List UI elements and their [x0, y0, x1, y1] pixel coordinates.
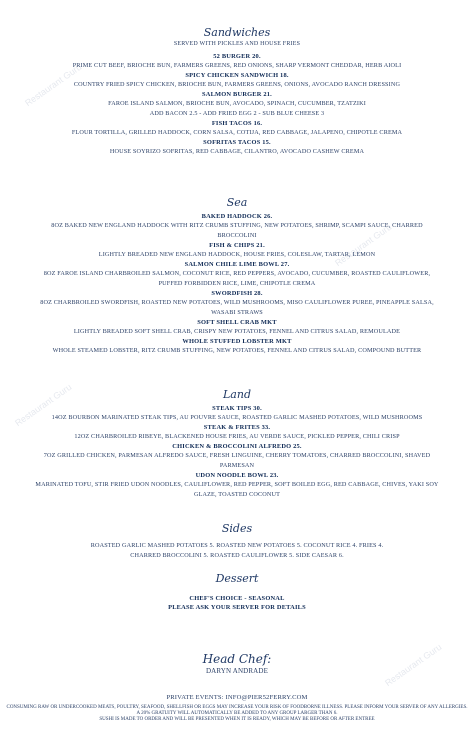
land-section: [0, 388, 474, 499]
menu-item-desc: 7OZ GRILLED CHICKEN, PARMESAN ALFREDO SAUCE, FRESH LINGUINE, CHERRY TOMATOES, CHARRED BROCCOLINI, SHAVED: [43, 452, 431, 459]
menu-item-desc: LIGHTLY BREADED SOFT SHELL CRAB, CRISPY NEW POTATOES, FENNEL AND CITRUS SALAD, REMOULADE: [73, 328, 401, 335]
menu-item-desc: GLAZE, TOASTED COCONUT: [193, 491, 281, 498]
section-title-land: Land: [223, 388, 251, 401]
section-title-sea: Sea: [226, 196, 248, 209]
menu-item-name: STEAK & FRITES 33.: [203, 424, 271, 431]
menu-item-desc: HOUSE SOYRIZO SOFRITAS, RED CABBAGE, CILANTRO, AVOCADO CASHEW CREMA: [109, 148, 365, 155]
section-title-sides: Sides: [221, 522, 253, 535]
menu-item-name: SALMON CHILE LIME BOWL 27.: [184, 261, 290, 268]
menu-item-name: FISH TACOS 16.: [211, 120, 263, 127]
sides-section: [0, 522, 474, 560]
head-chef-section: [0, 652, 474, 676]
menu-item-name: 52 BURGER 20.: [213, 53, 261, 60]
sea-section: [0, 196, 474, 355]
sandwiches-subtitle: SERVED WITH PICKLES AND HOUSE FRIES: [173, 41, 301, 47]
menu-item-desc: PARMESAN: [219, 462, 255, 469]
menu-item-desc: FLOUR TORTILLA, GRILLED HADDOCK, CORN SALSA, COTIJA, RED CABBAGE, JALAPENO, CHIPOTLE CREMA: [71, 129, 403, 136]
menu-item-desc: WHOLE STEAMED LOBSTER, RITZ CRUMB STUFFING, NEW POTATOES, FENNEL AND CITRUS SALAD, COMPOUND BUTTER: [52, 347, 422, 354]
sides-line: CHARRED BROCCOLINI 5. ROASTED CAULIFLOWER 5. SIDE CAESAR 6.: [130, 552, 344, 559]
menu-item-desc: BROCCOLINI: [217, 232, 257, 239]
section-title-dessert: Dessert: [215, 572, 259, 585]
dessert-line: PLEASE ASK YOUR SERVER FOR DETAILS: [168, 604, 306, 611]
footer: [0, 692, 474, 723]
dessert-line: CHEF'S CHOICE - SEASONAL: [189, 595, 285, 602]
menu-item-desc: COUNTRY FRIED SPICY CHICKEN, BRIOCHE BUN, FARMERS GREENS, ONIONS, AVOCADO RANCH DRESSING: [73, 81, 401, 88]
menu-item-desc: 8OZ BAKED NEW ENGLAND HADDOCK WITH RITZ CRUMB STUFFING, NEW POTATOES, SHRIMP, SCAMPI SAUCE, CHARRED: [51, 222, 423, 229]
menu-item-name: SPICY CHICKEN SANDWICH 18.: [185, 72, 289, 79]
menu-item-name: STEAK TIPS 30.: [212, 405, 262, 412]
menu-item-name: WHOLE STUFFED LOBSTER MKT: [182, 338, 292, 345]
menu-item-desc: MARINATED TOFU, STIR FRIED UDON NOODLES, CAULIFLOWER, RED PEPPER, SOFT BOILED EGG, RED CABBAGE, CHIVES, YAKI SOY: [35, 481, 439, 488]
menu-item-name: SWORDFISH 28.: [211, 290, 263, 297]
menu-item-name: BAKED HADDOCK 26.: [201, 213, 273, 220]
menu-item-addons: ADD BACON 2.5 - ADD FRIED EGG 2 - SUB BLUE CHEESE 3: [149, 110, 325, 117]
menu-item-desc: FAROE ISLAND SALMON, BRIOCHE BUN, AVOCADO, SPINACH, CUCUMBER, TZATZIKI: [108, 100, 366, 107]
menu-item-desc: 8OZ CHARBROILED SWORDFISH, ROASTED NEW POTATOES, WILD MUSHROOMS, MISO CAULIFLOWER PUREE, PINEAPPLE SALSA,: [40, 299, 434, 306]
menu-item-name: CHICKEN & BROCCOLINI ALFREDO 25.: [172, 443, 302, 450]
section-title-sandwiches: Sandwiches: [203, 26, 271, 39]
head-chef-name: DARYN ANDRADE: [205, 667, 269, 675]
watermark: Restaurant Guru: [383, 641, 444, 689]
menu-item-desc: 8OZ FAROE ISLAND CHARBROILED SALMON, COCONUT RICE, RED PEPPERS, AVOCADO, CUCUMBER, ROASTED CAULIFLOWER,: [43, 270, 431, 277]
menu-item-desc: LIGHTLY BREADED NEW ENGLAND HADDOCK, HOUSE FRIES, COLESLAW, TARTAR, LEMON: [98, 251, 376, 258]
watermark: Restaurant Guru: [333, 221, 394, 269]
head-chef-title: Head Chef:: [202, 652, 272, 666]
menu-item-desc: 12OZ CHARBROILED RIBEYE, BLACKENED HOUSE FRIES, AU VERDE SAUCE, PICKLED PEPPER, CHILI CRISP: [74, 433, 400, 440]
menu-item-name: SOFT SHELL CRAB MKT: [197, 319, 277, 326]
watermark: Restaurant Guru: [23, 61, 84, 109]
sides-line: ROASTED GARLIC MASHED POTATOES 5. ROASTED NEW POTATOES 5. COCONUT RICE 4. FRIES 4.: [90, 542, 384, 549]
disclaimer-text: CONSUMING RAW OR UNDERCOOKED MEATS, POULTRY, SEAFOOD, SHELLFISH OR EGGS MAY INCREASE YOUR RISK OF FOODBORNE ILLNESS. PLEASE INFORM YOUR SERVER OF ANY ALLERGIES.: [6, 705, 468, 710]
disclaimer-text: A 20% GRATUITY WILL AUTOMATICALLY BE ADDED TO ANY GROUP LARGER THAN 6.: [136, 711, 338, 716]
menu-item-name: SOFRITAS TACOS 15.: [203, 139, 271, 146]
dessert-section: [0, 572, 474, 611]
disclaimer-text: SUSHI IS MADE TO ORDER AND WILL BE PRESENTED WHEN IT IS READY, WHICH MAY BE BEFORE OR AFTER ENTREE: [99, 717, 375, 722]
sandwiches-section: [0, 26, 474, 156]
menu-item-name: SALMON BURGER 21.: [202, 91, 272, 98]
private-events-text: PRIVATE EVENTS: INFO@PIER52FERRY.COM: [166, 694, 308, 701]
menu-item-desc: WASABI STRAWS: [211, 309, 263, 316]
menu-item-name: FISH & CHIPS 21.: [209, 242, 265, 249]
menu-item-desc: PRIME CUT BEEF, BRIOCHE BUN, FARMERS GREENS, RED ONIONS, SHARP VERMONT CHEDDAR, HERB AIOLI: [72, 62, 402, 69]
menu-item-desc: PUFFED FORBIDDEN RICE, LIME, CHIPOTLE CREMA: [158, 280, 316, 287]
menu-item-desc: 14OZ BOURBON MARINATED STEAK TIPS, AU POUVRE SAUCE, ROASTED GARLIC MASHED POTATOES, WILD MUSHROOMS: [51, 414, 423, 421]
menu-item-name: UDON NOODLE BOWL 23.: [195, 472, 279, 479]
watermark: Restaurant Guru: [13, 381, 74, 429]
